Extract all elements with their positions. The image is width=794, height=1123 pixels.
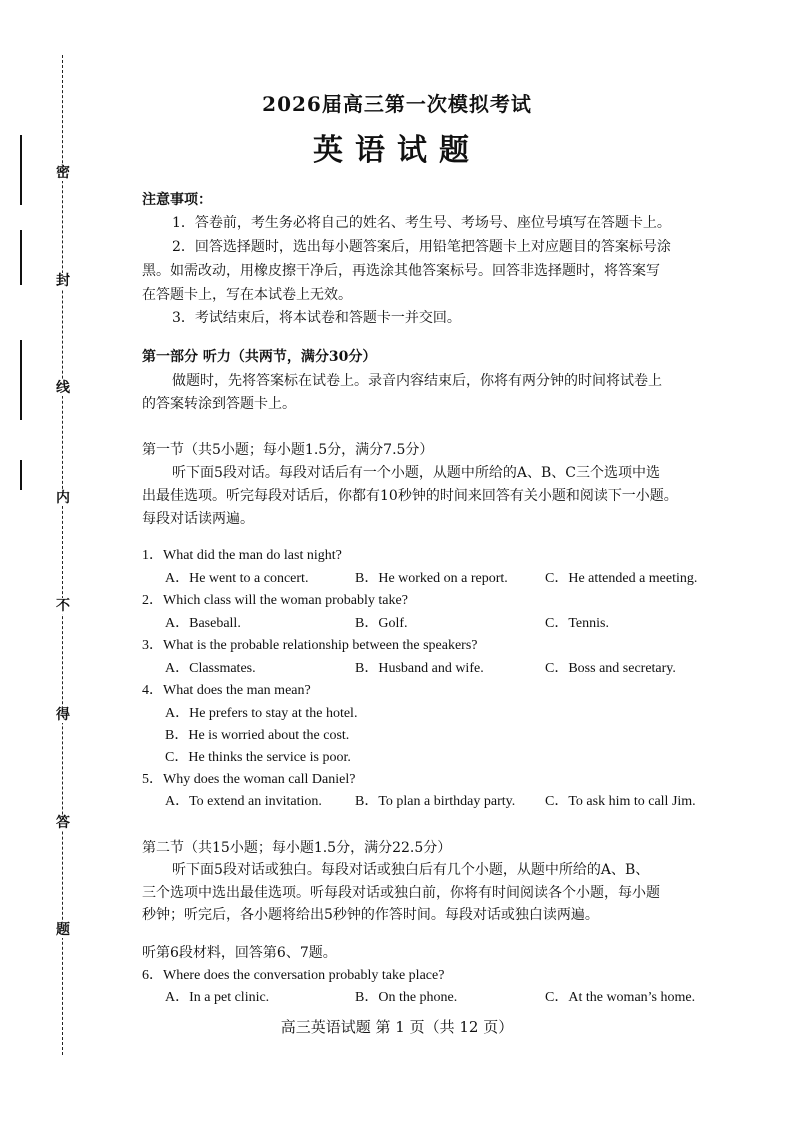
seal-char-2: 封 [56, 273, 70, 289]
question-3-option-b: B．Husband and wife. [355, 661, 484, 676]
seal-char-7: 答 [56, 815, 70, 831]
notes-line-3: 黑。如需改动，用橡皮擦干净后，再选涂其他答案标号。回答非选择题时，将答案写 [142, 263, 660, 279]
seal-char-1: 密 [56, 165, 70, 181]
part1-line-1: 做题时，先将答案标在试卷上。录音内容结束后，你将有两分钟的时间将试卷上 [172, 373, 662, 389]
question-5-option-a: A．To extend an invitation. [165, 794, 322, 809]
seal-char-3: 线 [56, 380, 70, 396]
scan-mark-4 [20, 460, 22, 490]
section2-line-2: 三个选项中选出最佳选项。听每段对话或独白前，你将有时间阅读各个小题，每小题 [142, 885, 660, 901]
section2-material: 听第6段材料，回答第6、7题。 [142, 945, 337, 961]
question-6-stem: 6．Where does the conversation probably take place? [142, 968, 445, 983]
question-3-option-a: A．Classmates. [165, 661, 256, 676]
notes-line-2: 2．回答选择题时，选出每小题答案后，用铅笔把答题卡上对应题目的答案标号涂 [172, 239, 671, 255]
question-2-stem: 2．Which class will the woman probably take? [142, 593, 408, 608]
question-2-option-a: A．Baseball. [165, 616, 241, 631]
section2-heading: 第二节（共15小题；每小题1.5分，满分22.5分） [142, 840, 452, 856]
question-4-option-c: C．He thinks the service is poor. [165, 750, 351, 765]
notes-line-4: 在答题卡上，写在本试卷上无效。 [142, 287, 352, 303]
seal-char-8: 题 [56, 922, 70, 938]
scan-mark-2 [20, 230, 22, 285]
part1-heading: 第一部分 听力（共两节，满分30分） [142, 349, 377, 365]
question-4-stem: 4．What does the man mean? [142, 683, 311, 698]
question-5-stem: 5．Why does the woman call Daniel? [142, 772, 356, 787]
question-2-option-b: B．Golf. [355, 616, 408, 631]
question-3-option-c: C．Boss and secretary. [545, 661, 676, 676]
section1-line-3: 每段对话读两遍。 [142, 511, 254, 527]
question-6-option-c: C．At the woman’s home. [545, 990, 696, 1005]
section1-heading: 第一节（共5小题；每小题1.5分，满分7.5分） [142, 442, 434, 458]
question-5-option-c: C．To ask him to call Jim. [545, 794, 696, 809]
seal-char-4: 内 [56, 490, 70, 506]
notes-line-5: 3．考试结束后，将本试卷和答题卡一并交回。 [172, 310, 461, 326]
question-6-option-a: A．In a pet clinic. [165, 990, 270, 1005]
notes-line-1: 1．答卷前，考生务必将自己的姓名、考生号、考场号、座位号填写在答题卡上。 [172, 215, 671, 231]
section2-line-3: 秒钟；听完后，各小题将给出5秒钟的作答时间。每段对话或独白读两遍。 [142, 907, 599, 923]
question-1-option-b: B．He worked on a report. [355, 571, 508, 586]
binding-dashed-line [62, 55, 63, 1055]
section1-line-2: 出最佳选项。听完每段对话后，你都有10秒钟的时间来回答有关小题和阅读下一小题。 [142, 488, 678, 504]
subject-title: 英语试题 [313, 133, 481, 168]
question-1-option-c: C．He attended a meeting. [545, 571, 698, 586]
question-3-stem: 3．What is the probable relationship between the speakers? [142, 638, 478, 653]
question-6-option-b: B．On the phone. [355, 990, 458, 1005]
section2-line-1: 听下面5段对话或独白。每段对话或独白后有几个小题，从题中所给的A、B、 [172, 862, 650, 878]
seal-char-6: 得 [56, 707, 70, 723]
question-1-option-a: A．He went to a concert. [165, 571, 309, 586]
question-2-option-c: C．Tennis. [545, 616, 609, 631]
question-5-option-b: B．To plan a birthday party. [355, 794, 516, 809]
section1-line-1: 听下面5段对话。每段对话后有一个小题，从题中所给的A、B、C三个选项中选 [172, 465, 661, 481]
question-4-option-a: A．He prefers to stay at the hotel. [165, 706, 358, 721]
page-footer: 高三英语试题 第 1 页（共 12 页） [280, 1018, 514, 1036]
seal-char-5: 不 [56, 598, 70, 614]
notes-heading: 注意事项： [142, 192, 212, 208]
scan-mark-3 [20, 340, 22, 420]
question-4-option-b: B．He is worried about the cost. [165, 728, 350, 743]
question-1-stem: 1．What did the man do last night? [142, 548, 342, 563]
part1-line-2: 的答案转涂到答题卡上。 [142, 396, 296, 412]
exam-title: 2026届高三第一次模拟考试 [262, 92, 532, 116]
